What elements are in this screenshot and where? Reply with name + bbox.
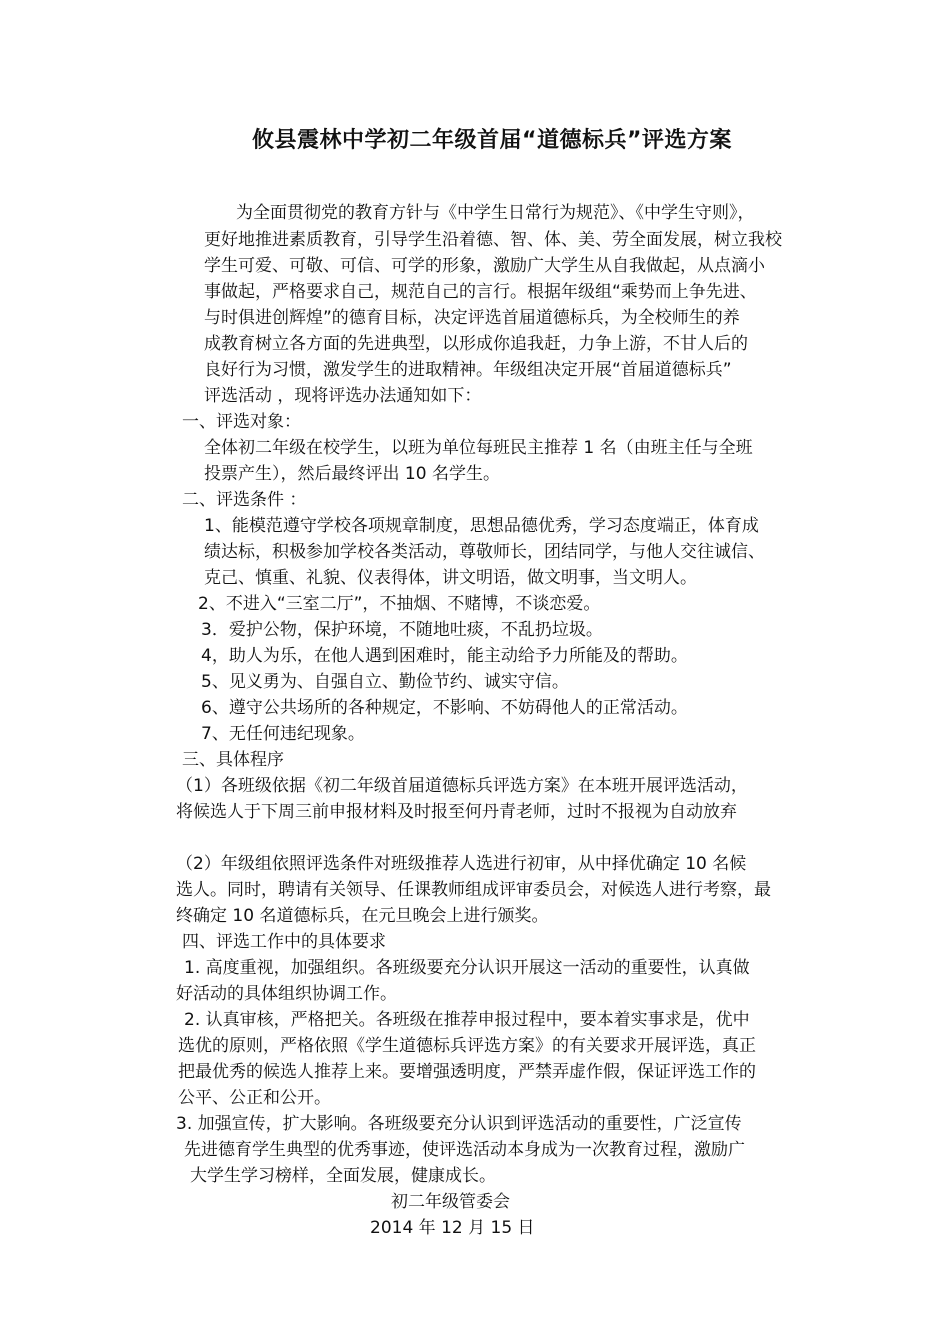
signature-date: 2014 年 12 月 15 日	[370, 1218, 535, 1238]
body-line: 绩达标，积极参加学校各类活动，尊敬师长，团结同学，与他人交往诚信、	[204, 542, 765, 562]
body-line: 为全面贯彻党的教育方针与《中学生日常行为规范》、《中学生守则》，	[236, 203, 755, 223]
section-heading: 四、评选工作中的具体要求	[182, 932, 386, 952]
body-line: 终确定 10 名道德标兵，在元旦晚会上进行颁奖。	[176, 906, 549, 926]
body-line: 成教育树立各方面的先进典型，以形成你追我赶，力争上游，不甘人后的	[204, 334, 748, 354]
document-title: 攸县震林中学初二年级首届“道德标兵”评选方案	[252, 128, 732, 153]
body-line: 与时俱进创辉煌”的德育目标，决定评选首届道德标兵，为全校师生的养	[204, 308, 740, 328]
body-line: 学生可爱、可敬、可信、可学的形象，激励广大学生从自我做起，从点滴小	[204, 256, 765, 276]
body-line: 更好地推进素质教育，引导学生沿着德、智、体、美、劳全面发展，树立我校	[204, 230, 782, 250]
body-line: 2、不进入“三室二厅”，不抽烟、不赌博，不谈恋爱。	[198, 594, 601, 614]
body-line: 好活动的具体组织协调工作。	[176, 984, 397, 1004]
body-line: 大学生学习榜样，全面发展，健康成长。	[190, 1166, 496, 1186]
body-line: 评选活动 ，现将评选办法通知如下：	[204, 386, 482, 406]
body-line: 选优的原则，严格依照《学生道德标兵评选方案》的有关要求开展评选，真正	[178, 1036, 756, 1056]
body-line: （1）各班级依据《初二年级首届道德标兵评选方案》在本班开展评选活动，	[176, 776, 748, 796]
body-line: 1、能模范遵守学校各项规章制度，思想品德优秀，学习态度端正，体育成	[204, 516, 759, 536]
body-line: 1. 高度重视，加强组织。各班级要充分认识开展这一活动的重要性，认真做	[184, 958, 750, 978]
body-line: 克己、慎重、礼貌、仪表得体，讲文明语，做文明事，当文明人。	[204, 568, 697, 588]
body-line: 7、无任何违纪现象。	[201, 724, 365, 744]
body-line: 将候选人于下周三前申报材料及时报至何丹青老师，过时不报视为自动放弃	[176, 802, 737, 822]
section-heading: 二、评选条件 ：	[182, 490, 307, 510]
body-line: 3．爱护公物，保护环境，不随地吐痰，不乱扔垃圾。	[201, 620, 603, 640]
body-line: 选人。同时，聘请有关领导、任课教师组成评审委员会，对候选人进行考察，最	[176, 880, 771, 900]
body-line: 2. 认真审核，严格把关。各班级在推荐申报过程中，要本着实事求是，优中	[184, 1010, 750, 1030]
body-line: 5、见义勇为、自强自立、勤俭节约、诚实守信。	[201, 672, 569, 692]
body-line: 把最优秀的候选人推荐上来。要增强透明度，严禁弄虚作假，保证评选工作的	[178, 1062, 756, 1082]
body-line: 6、遵守公共场所的各种规定，不影响、不妨碍他人的正常活动。	[201, 698, 688, 718]
body-line: 4，助人为乐，在他人遇到困难时，能主动给予力所能及的帮助。	[201, 646, 688, 666]
body-line: 3. 加强宣传，扩大影响。各班级要充分认识到评选活动的重要性，广泛宣传	[176, 1114, 742, 1134]
body-line: 良好行为习惯，激发学生的进取精神。年级组决定开展“首届道德标兵”	[204, 360, 732, 380]
body-line: （2）年级组依照评选条件对班级推荐人选进行初审，从中择优确定 10 名候	[176, 854, 747, 874]
signature-org: 初二年级管委会	[391, 1192, 510, 1212]
section-heading: 三、具体程序	[182, 750, 284, 770]
section-heading: 一、评选对象：	[182, 412, 301, 432]
body-line: 事做起，严格要求自己，规范自己的言行。根据年级组“乘势而上争先进、	[204, 282, 757, 302]
body-line: 公平、公正和公开。	[178, 1088, 331, 1108]
body-line: 先进德育学生典型的优秀事迹，使评选活动本身成为一次教育过程，激励广	[184, 1140, 745, 1160]
body-line: 全体初二年级在校学生，以班为单位每班民主推荐 1 名（由班主任与全班	[204, 438, 753, 458]
body-line: 投票产生），然后最终评出 10 名学生。	[204, 464, 500, 484]
